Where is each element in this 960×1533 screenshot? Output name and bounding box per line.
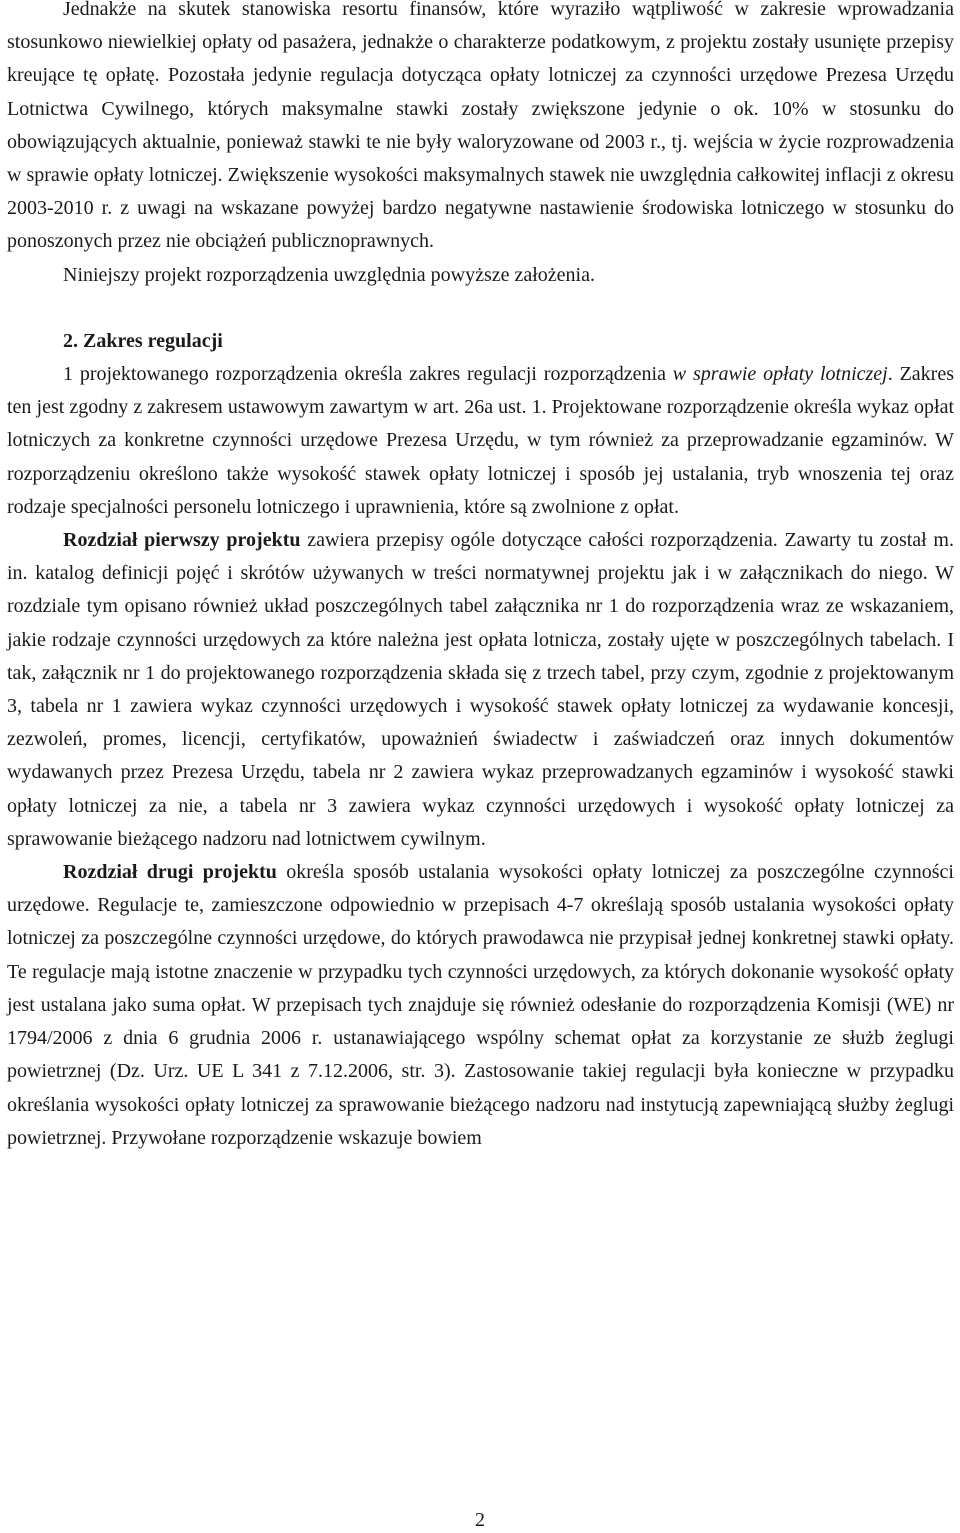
scope-regulation-title: w sprawie opłaty lotniczej bbox=[672, 363, 888, 386]
paragraph-assumptions: Niniejszy projekt rozporządzenia uwzględnia powyższe założenia. bbox=[63, 263, 595, 286]
scope-text-end: . Zakres ten jest zgodny z zakresem ustawowym zawartym w art. 26a ust. 1. Projektowane rozporządzenie określa wykaz opłat lotniczych za konkretne czynności urzędowe Prezesa Urzędu, w tym również za przeprowadzanie egzaminów. W rozporządzeniu określono także wysokość stawek opłaty lotniczej i sposób jej ustalania, tryb wnoszenia tej oraz rodzaje specjalności personelu lotniczego i uprawnienia, które są zwolnione z opłat. bbox=[7, 363, 954, 518]
chapter-two-text: określa sposób ustalania wysokości opłaty lotniczej za poszczególne czynności urzędowe. Regulacje te, zamieszczone odpowiednio w przepisach 4-7 określają sposób ustalania wysokości opłaty lotniczej za poszczególne czynności urzędowe, do których prawodawca nie przypisał jednej konkretnej stawki opłaty. Te regulacje mają istotne znaczenie w przypadku tych czynności urzędowych, za których dokonanie wysokość opłaty jest ustalana jako suma opłat. W przepisach tych znajduje się również odesłanie do rozporządzenia Komisji (WE) nr 1794/2006 z dnia 6 grudnia 2006 r. ustanawiającego wspólny schemat opłat za korzystanie ze służb żeglugi powietrznej (Dz. Urz. UE L 341 z 7.12.2006, str. 3). Zastosowanie takiej regulacji była konieczne w przypadku określania wysokości opłaty lotniczej za sprawowanie bieżącego nadzoru nad instytucją zapewniającą służby żeglugi powietrznej. Przywołane rozporządzenie wskazuje bowiem bbox=[7, 861, 954, 1149]
paragraph-chapter-one bbox=[7, 524, 954, 856]
paragraph-funding-context: Jednakże na skutek stanowiska resortu finansów, które wyraziło wątpliwość w zakresie wprowadzania stosunkowo niewielkiej opłaty od pasażera, jednakże o charakterze podatkowym, z projektu zostały usunięte przepisy kreujące tę opłatę. Pozostała jedynie regulacja dotycząca opłaty lotniczej za czynności urzędowe Prezesa Urzędu Lotnictwa Cywilnego, których maksymalne stawki zostały zwiększone jedynie o ok. 10% w stosunku do obowiązujących aktualnie, ponieważ stawki te nie były waloryzowane od 2003 r., tj. wejścia w życie rozprowadzenia w sprawie opłaty lotniczej. Zwiększenie wysokości maksymalnych stawek nie uwzględnia całkowitej inflacji z okresu 2003-2010 r. z uwagi na wskazane powyżej bardzo negatywne nastawienie środowiska lotniczego w stosunku do ponoszonych przez nie obciążeń publicznoprawnych. bbox=[7, 0, 954, 253]
scope-text-start: 1 projektowanego rozporządzenia określa zakres regulacji rozporządzenia bbox=[63, 363, 673, 386]
chapter-two-label: Rozdział drugi projektu bbox=[63, 861, 277, 884]
page-number: 2 bbox=[475, 1509, 485, 1531]
paragraph-scope bbox=[7, 358, 954, 524]
section-heading: 2. Zakres regulacji bbox=[63, 329, 223, 352]
paragraph-chapter-two bbox=[7, 856, 954, 1155]
chapter-one-label: Rozdział pierwszy projektu bbox=[63, 529, 301, 552]
chapter-one-text: zawiera przepisy ogóle dotyczące całości rozporządzenia. Zawarty tu został m. in. katalog definicji pojęć i skrótów używanych w treści normatywnej projektu jak i w załącznikach do niego. W rozdziale tym opisano również układ poszczególnych tabel załącznika nr 1 do rozporządzenia wraz ze wskazaniem, jakie rodzaje czynności urzędowych za które należna jest opłata lotnicza, zostały ujęte w poszczególnych tabelach. I tak, załącznik nr 1 do projektowanego rozporządzenia składa się z trzech tabel, przy czym, zgodnie z projektowanym 3, tabela nr 1 zawiera wykaz czynności urzędowych i wysokość stawek opłaty lotniczej za wydawanie koncesji, zezwoleń, promes, licencji, certyfikatów, upoważnień świadectw i zaświadczeń oraz innych dokumentów wydawanych przez Prezesa Urzędu, tabela nr 2 zawiera wykaz przeprowadzanych egzaminów i wysokość stawki opłaty lotniczej za nie, a tabela nr 3 zawiera wykaz czynności urzędowych i wysokość opłaty lotniczej za sprawowanie bieżącego nadzoru nad lotnictwem cywilnym. bbox=[7, 529, 954, 850]
